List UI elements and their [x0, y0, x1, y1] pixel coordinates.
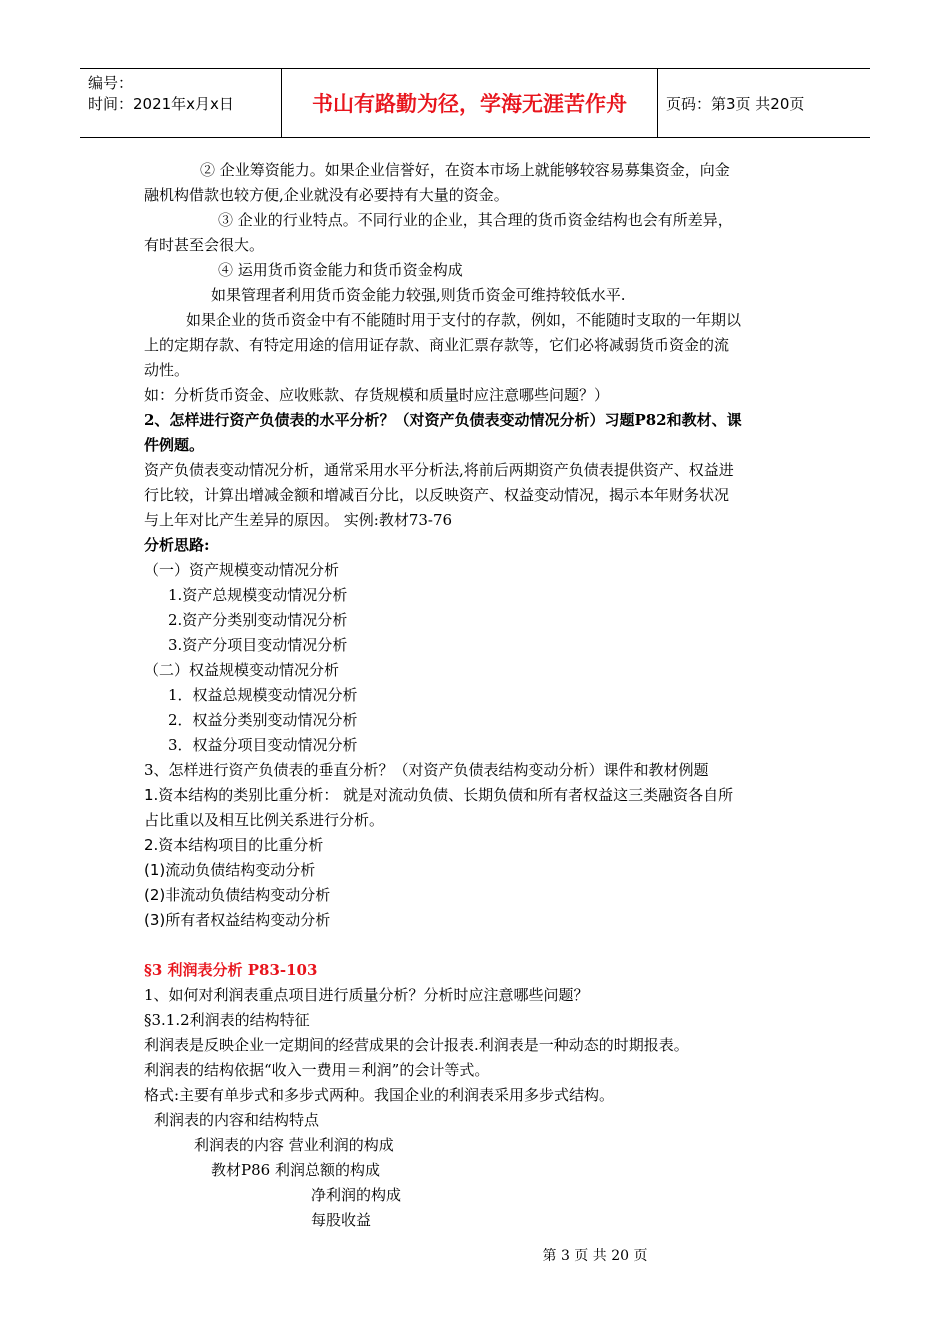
text-line: §3 利润表分析 P83-103: [144, 961, 318, 979]
text-line: (1)流动负债结构变动分析: [144, 861, 316, 879]
text-line: 动性。: [144, 361, 190, 379]
text-line: 1.资产总规模变动情况分析: [168, 586, 348, 604]
text-line: 资产负债表变动情况分析，通常采用水平分析法,将前后两期资产负债表提供资产、权益进: [144, 461, 734, 479]
text-line: 占比重以及相互比例关系进行分析。: [144, 811, 385, 829]
number-label: 编号：: [88, 74, 134, 92]
text-line: 1．权益总规模变动情况分析: [168, 686, 358, 704]
footer-page-number: 第 3 页 共 20 页: [542, 1248, 648, 1264]
text-line: 如果企业的货币资金中有不能随时用于支付的存款，例如，不能随时支取的一年期以: [186, 311, 742, 329]
text-line: 与上年对比产生差异的原因。 实例:教材73-76: [144, 511, 453, 529]
document-body: [144, 158, 810, 1233]
text-line: §3.1.2利润表的结构特征: [144, 1011, 310, 1029]
header-motto: 书山有路勤为径，学海无涯苦作舟: [282, 69, 658, 137]
text-line: 分析思路:: [144, 536, 210, 554]
header-meta: [80, 69, 282, 137]
text-line: 利润表的结构依据“收入一费用＝利润”的会计等式。: [144, 1061, 490, 1079]
text-line: 件例题。: [144, 436, 205, 454]
text-line: （一）资产规模变动情况分析: [144, 561, 340, 579]
text-line: 2、怎样进行资产负债表的水平分析？（对资产负债表变动情况分析）习题P82和教材、课: [144, 411, 742, 429]
text-line: 3．权益分项目变动情况分析: [168, 736, 358, 754]
text-line: 每股收益: [311, 1211, 372, 1229]
text-line: 3、怎样进行资产负债表的垂直分析？（对资产负债表结构变动分析）课件和教材例题: [144, 761, 709, 779]
text-line: 教材P86 利润总额的构成: [211, 1161, 380, 1179]
text-line: 1.资本结构的类别比重分析： 就是对流动负债、长期负债和所有者权益这三类融资各自所: [144, 786, 734, 804]
text-line: 融机构借款也较方便,企业就没有必要持有大量的资金。: [144, 186, 509, 204]
text-line: 3.资产分项目变动情况分析: [168, 636, 348, 654]
text-line: 1、如何对利润表重点项目进行质量分析？分析时应注意哪些问题？: [144, 986, 589, 1004]
time-label: 时间：2021年x月x日: [88, 95, 234, 113]
text-line: 利润表的内容 营业利润的构成: [194, 1136, 394, 1154]
text-line: 2.资本结构项目的比重分析: [144, 836, 324, 854]
text-line: 行比较，计算出增减金额和增减百分比，以反映资产、权益变动情况，揭示本年财务状况: [144, 486, 730, 504]
page-footer: [0, 1245, 950, 1265]
text-line: ④ 运用货币资金能力和货币资金构成: [218, 261, 463, 279]
text-line: 如果管理者利用货币资金能力较强,则货币资金可维持较低水平.: [211, 286, 626, 304]
text-line: 有时甚至会很大。: [144, 236, 265, 254]
header-page-info: 页码：第3页 共20页: [666, 94, 805, 113]
text-line: 上的定期存款、有特定用途的信用证存款、商业汇票存款等，它们必将减弱货币资金的流: [144, 336, 730, 354]
text-line: 利润表是反映企业一定期间的经营成果的会计报表.利润表是一种动态的时期报表。: [144, 1036, 689, 1054]
text-line: 格式:主要有单步式和多步式两种。我国企业的利润表采用多步式结构。: [144, 1086, 615, 1104]
text-line: ③ 企业的行业特点。不同行业的企业，其合理的货币资金结构也会有所差异，: [218, 211, 733, 229]
text-line: ② 企业筹资能力。如果企业信誉好，在资本市场上就能够较容易募集资金，向金: [200, 161, 730, 179]
text-line: (3)所有者权益结构变动分析: [144, 911, 331, 929]
blank-line: [144, 933, 810, 958]
text-line: 利润表的内容和结构特点: [154, 1111, 320, 1129]
text-line: 净利润的构成: [311, 1186, 402, 1204]
text-line: 2．权益分类别变动情况分析: [168, 711, 358, 729]
text-line: (2)非流动负债结构变动分析: [144, 886, 331, 904]
page-header: [80, 68, 870, 138]
text-line: 如：分析货币资金、应收账款、存货规模和质量时应注意哪些问题？）: [144, 386, 610, 404]
text-line: 2.资产分类别变动情况分析: [168, 611, 348, 629]
text-line: （二）权益规模变动情况分析: [144, 661, 340, 679]
